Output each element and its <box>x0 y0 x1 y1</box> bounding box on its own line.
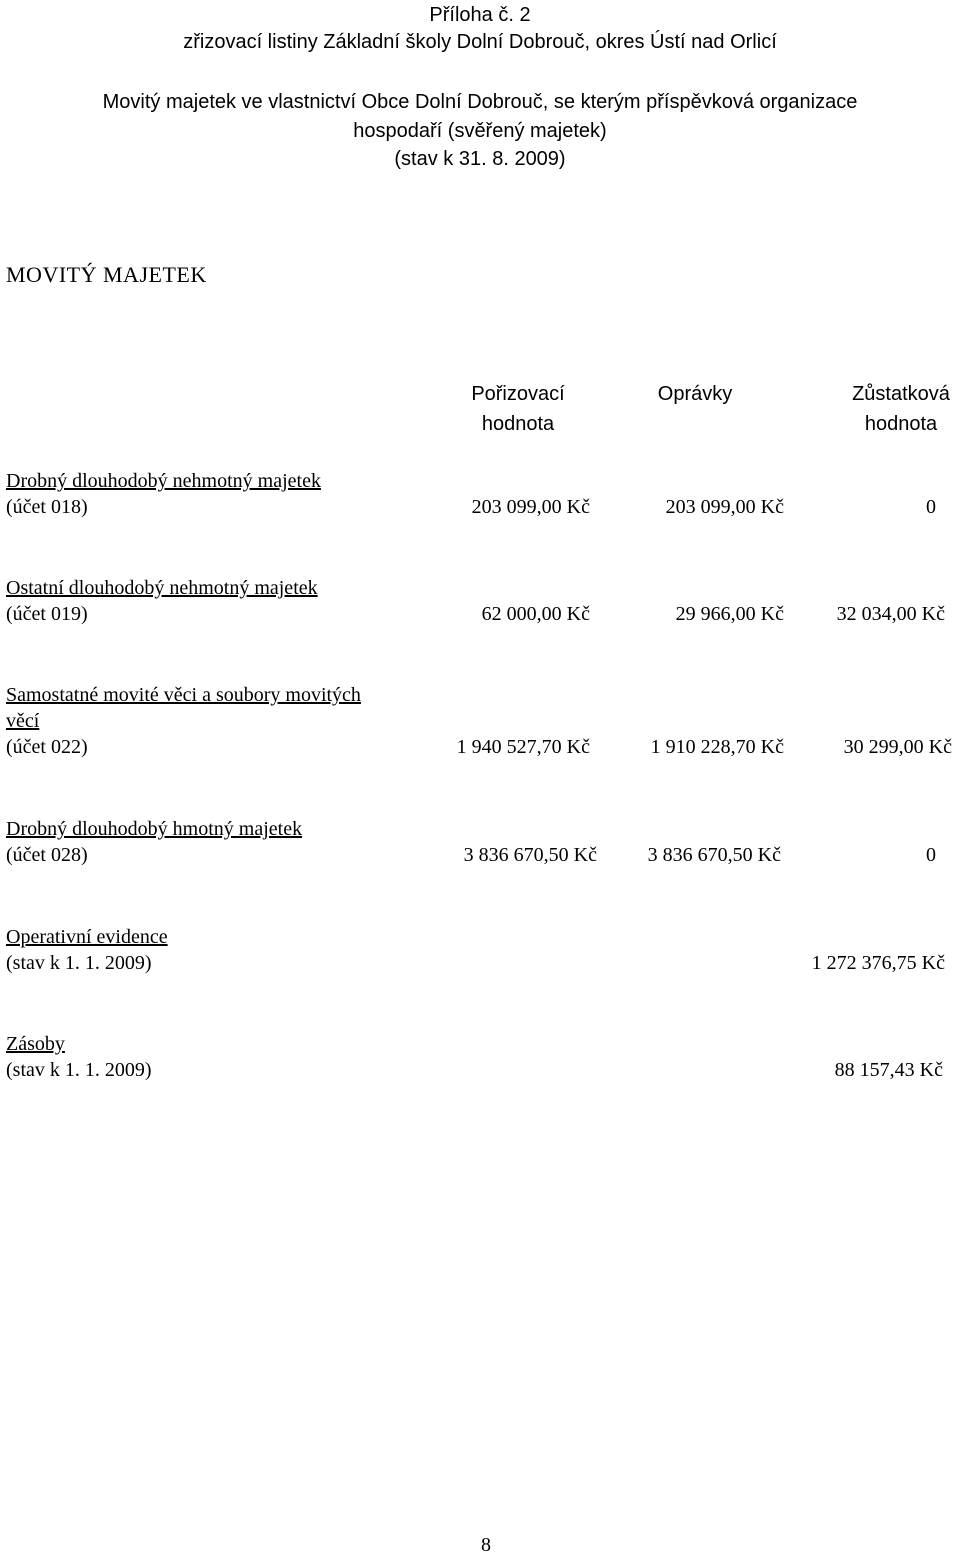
subject-line-1: Movitý majetek ve vlastnictví Obce Dolní Dobrouč, se kterým příspěvková organizace <box>102 91 858 113</box>
column-header-acquisition: Pořizovací hodnota <box>471 383 565 435</box>
row-account: (účet 018) <box>6 496 88 518</box>
row-depreciation-value: 1 910 228,70 Kč <box>650 736 784 758</box>
row-account: (účet 028) <box>6 844 88 866</box>
section-title: MOVITÝ MAJETEK <box>6 262 207 287</box>
extra-note: (stav k 1. 1. 2009) <box>6 1059 152 1081</box>
row-depreciation-value: 203 099,00 Kč <box>665 496 784 518</box>
row-acquisition-value: 3 836 670,50 Kč <box>463 844 597 866</box>
column-header-depreciation: Oprávky <box>657 383 733 405</box>
extra-note: (stav k 1. 1. 2009) <box>6 952 152 974</box>
row-acquisition-value: 62 000,00 Kč <box>481 603 590 625</box>
page-number: 8 <box>481 1534 491 1556</box>
row-title: Ostatní dlouhodobý nehmotný majetek <box>6 577 318 599</box>
row-depreciation-value: 29 966,00 Kč <box>675 603 784 625</box>
deed-title: zřizovací listiny Základní školy Dolní Dobrouč, okres Ústí nad Orlicí <box>183 31 777 53</box>
row-title: Drobný dlouhodobý nehmotný majetek <box>6 470 321 492</box>
row-depreciation-value: 3 836 670,50 Kč <box>647 844 781 866</box>
annex-label: Příloha č. 2 <box>429 4 531 26</box>
row-acquisition-value: 1 940 527,70 Kč <box>456 736 590 758</box>
row-account: (účet 022) <box>6 736 88 758</box>
row-title-line-1: Samostatné movité věci a soubory movitých <box>6 684 361 706</box>
extra-title: Zásoby <box>6 1033 65 1055</box>
column-header-residual: Zůstatková hodnota <box>852 383 950 435</box>
row-title: Drobný dlouhodobý hmotný majetek <box>6 818 303 840</box>
extra-value: 88 157,43 Kč <box>834 1059 943 1081</box>
row-residual-value: 0 <box>926 844 936 866</box>
row-title-line-2: věcí <box>6 710 40 732</box>
extra-title: Operativní evidence <box>6 926 168 948</box>
row-residual-value: 0 <box>926 496 936 518</box>
subject-line-2: hospodaří (svěřený majetek) <box>353 120 607 142</box>
row-account: (účet 019) <box>6 603 88 625</box>
row-residual-value: 32 034,00 Kč <box>836 603 945 625</box>
row-residual-value: 30 299,00 Kč <box>843 736 952 758</box>
row-acquisition-value: 203 099,00 Kč <box>471 496 590 518</box>
status-date: (stav k 31. 8. 2009) <box>394 148 566 170</box>
extra-value: 1 272 376,75 Kč <box>811 952 945 974</box>
